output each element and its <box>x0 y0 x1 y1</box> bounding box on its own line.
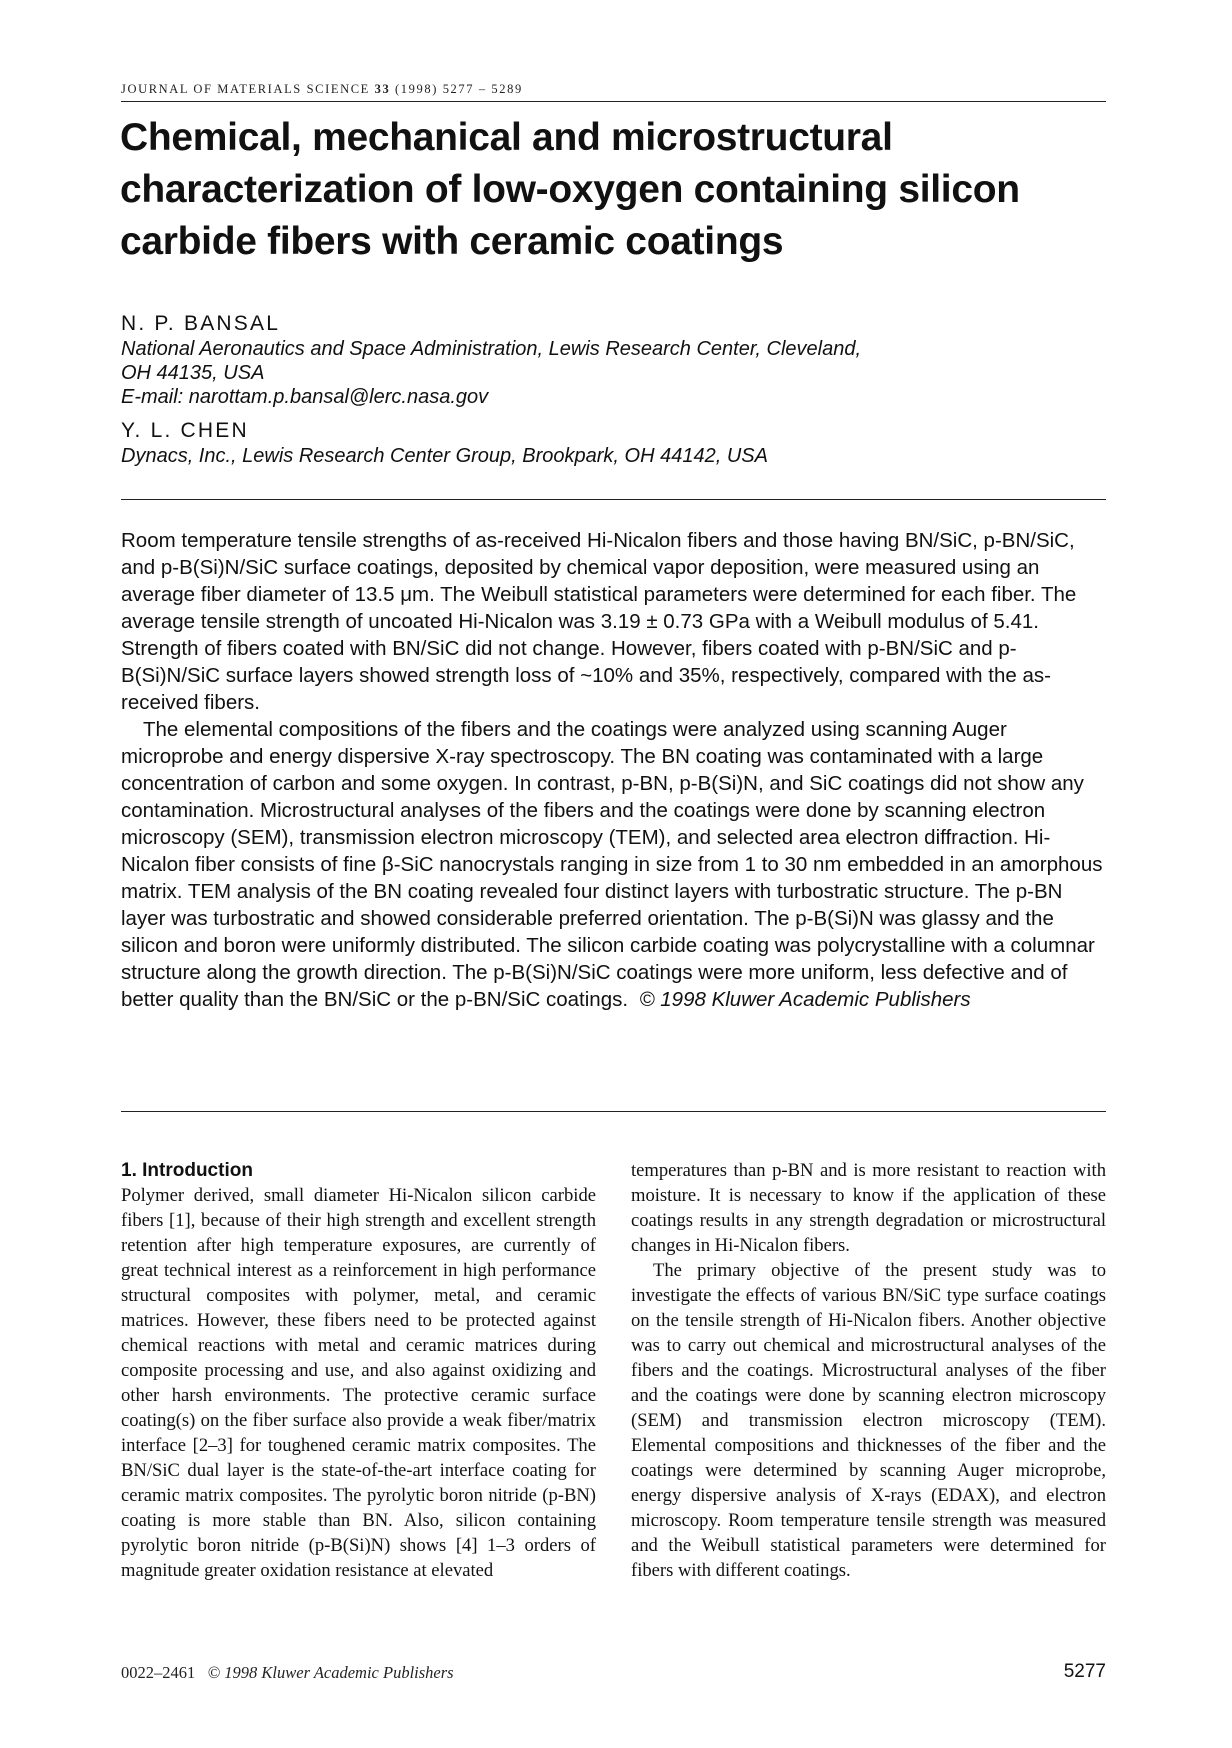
author-name: Y. L. CHEN <box>121 419 249 442</box>
divider-rule <box>121 1111 1106 1112</box>
author-1 <box>121 311 1106 409</box>
abstract-paragraph <box>121 716 1106 1013</box>
journal-volume: 33 <box>374 82 391 96</box>
footer-publisher: © 1998 Kluwer Academic Publishers <box>207 1663 454 1682</box>
author-affiliation: OH 44135, USA <box>121 362 265 384</box>
author-affiliation: National Aeronautics and Space Administration, Lewis Research Center, Cleveland, <box>121 338 862 360</box>
author-2 <box>121 418 1106 468</box>
body-paragraph: Polymer derived, small diameter Hi-Nicalon silicon carbide fibers [1], because of their high strength and excellent strength retention after high temperature exposures, are currently of great technical interest as a reinforcement in high performance structural composites with polymer, metal, and ceramic matrices. However, these fibers need to be protected against chemical reactions with metal and ceramic matrices during composite processing and use, and also against oxidizing and other harsh environments. The protective ceramic surface coating(s) on the fiber surface also provide a weak fiber/matrix interface [2–3] for toughened ceramic matrix composites. The BN/SiC dual layer is the state-of-the-art interface coating for ceramic matrix composites. The pyrolytic boron nitride (p-BN) coating is more stable than BN. Also, silicon containing pyrolytic boron nitride (p-B(Si)N) shows [4] 1–3 orders of magnitude greater oxidation resistance at elevated <box>121 1185 596 1581</box>
page-number: 5277 <box>1063 1661 1106 1682</box>
author-email[interactable]: E-mail: narottam.p.bansal@lerc.nasa.gov <box>121 386 489 408</box>
abstract-paragraph: Room temperature tensile strengths of as-received Hi-Nicalon fibers and those having BN/SiC, p-BN/SiC, and p-B(Si)N/SiC surface coatings, deposited by chemical vapor deposition, were measured using an average fiber diameter of 13.5 μm. The Weibull statistical parameters were determined for each fiber. The average tensile strength of uncoated Hi-Nicalon was 3.19 ± 0.73 GPa with a Weibull modulus of 5.41. Strength of fibers coated with BN/SiC did not change. However, fibers coated with p-BN/SiC and p-B(Si)N/SiC surface layers showed strength loss of ~10% and 35%, respectively, compared with the as-received fibers. <box>121 529 1077 714</box>
abstract-copyright: © 1998 Kluwer Academic Publishers <box>639 988 971 1011</box>
journal-year-pages: (1998) 5277 – 5289 <box>395 82 523 96</box>
author-name: N. P. BANSAL <box>121 312 281 335</box>
author-affiliation: Dynacs, Inc., Lewis Research Center Group, Brookpark, OH 44142, USA <box>121 445 768 467</box>
divider-rule <box>121 499 1106 500</box>
author-list <box>121 311 1106 477</box>
body-paragraph: The primary objective of the present study was to investigate the effects of various BN/SiC type surface coatings on the tensile strength of Hi-Nicalon fibers. Another objective was to carry out chemical and microstructural analyses of the fibers and the coatings. Microstructural analyses of the fiber and the coatings were done by scanning electron microscopy (SEM) and transmission electron microscopy (TEM). Elemental compositions and thicknesses of the fiber and the coatings were determined by scanning Auger microprobe, energy dispersive analysis of X-rays (EDAX), and electron microscopy. Room temperature tensile strength was measured and the Weibull statistical parameters were determined for fibers with different coatings. <box>631 1260 1106 1581</box>
body-column-right <box>631 1158 1106 1583</box>
abstract <box>121 527 1106 1013</box>
footer-citation <box>121 1663 454 1683</box>
abstract-paragraph-text: The elemental compositions of the fibers and the coatings were analyzed using scanning Auger microprobe and energy dispersive X-ray spectroscopy. The BN coating was contaminated with a large concentration of carbon and some oxygen. In contrast, p-BN, p-B(Si)N, and SiC coatings did not show any contamination. Microstructural analyses of the fibers and the coatings were done by scanning electron microscopy (SEM), transmission electron microscopy (TEM), and selected area electron diffraction. Hi-Nicalon fiber consists of fine β-SiC nanocrystals ranging in size from 1 to 30 nm embedded in an amorphous matrix. TEM analysis of the BN coating revealed four distinct layers with turbostratic structure. The p-BN layer was turbostratic and showed considerable preferred orientation. The p-B(Si)N was glassy and the silicon and boron were uniformly distributed. The silicon carbide coating was polycrystalline with a columnar structure along the growth direction. The p-B(Si)N/SiC coatings were more uniform, less defective and of better quality than the BN/SiC or the p-BN/SiC coatings. <box>121 718 1103 1011</box>
article-title: Chemical, mechanical and microstructural characterization of low-oxygen containing silicon carbide fibers with ceramic coatings <box>120 116 1020 263</box>
footer-issn: 0022–2461 <box>121 1663 196 1682</box>
section-heading: 1. Introduction <box>121 1160 253 1181</box>
running-head <box>121 82 1106 102</box>
body-column-left <box>121 1158 596 1583</box>
body-paragraph: temperatures than p-BN and is more resistant to reaction with moisture. It is necessary to know if the application of these coatings results in any strength degradation or microstructural changes in Hi-Nicalon fibers. <box>631 1160 1106 1256</box>
journal-name: JOURNAL OF MATERIALS SCIENCE <box>121 82 370 96</box>
